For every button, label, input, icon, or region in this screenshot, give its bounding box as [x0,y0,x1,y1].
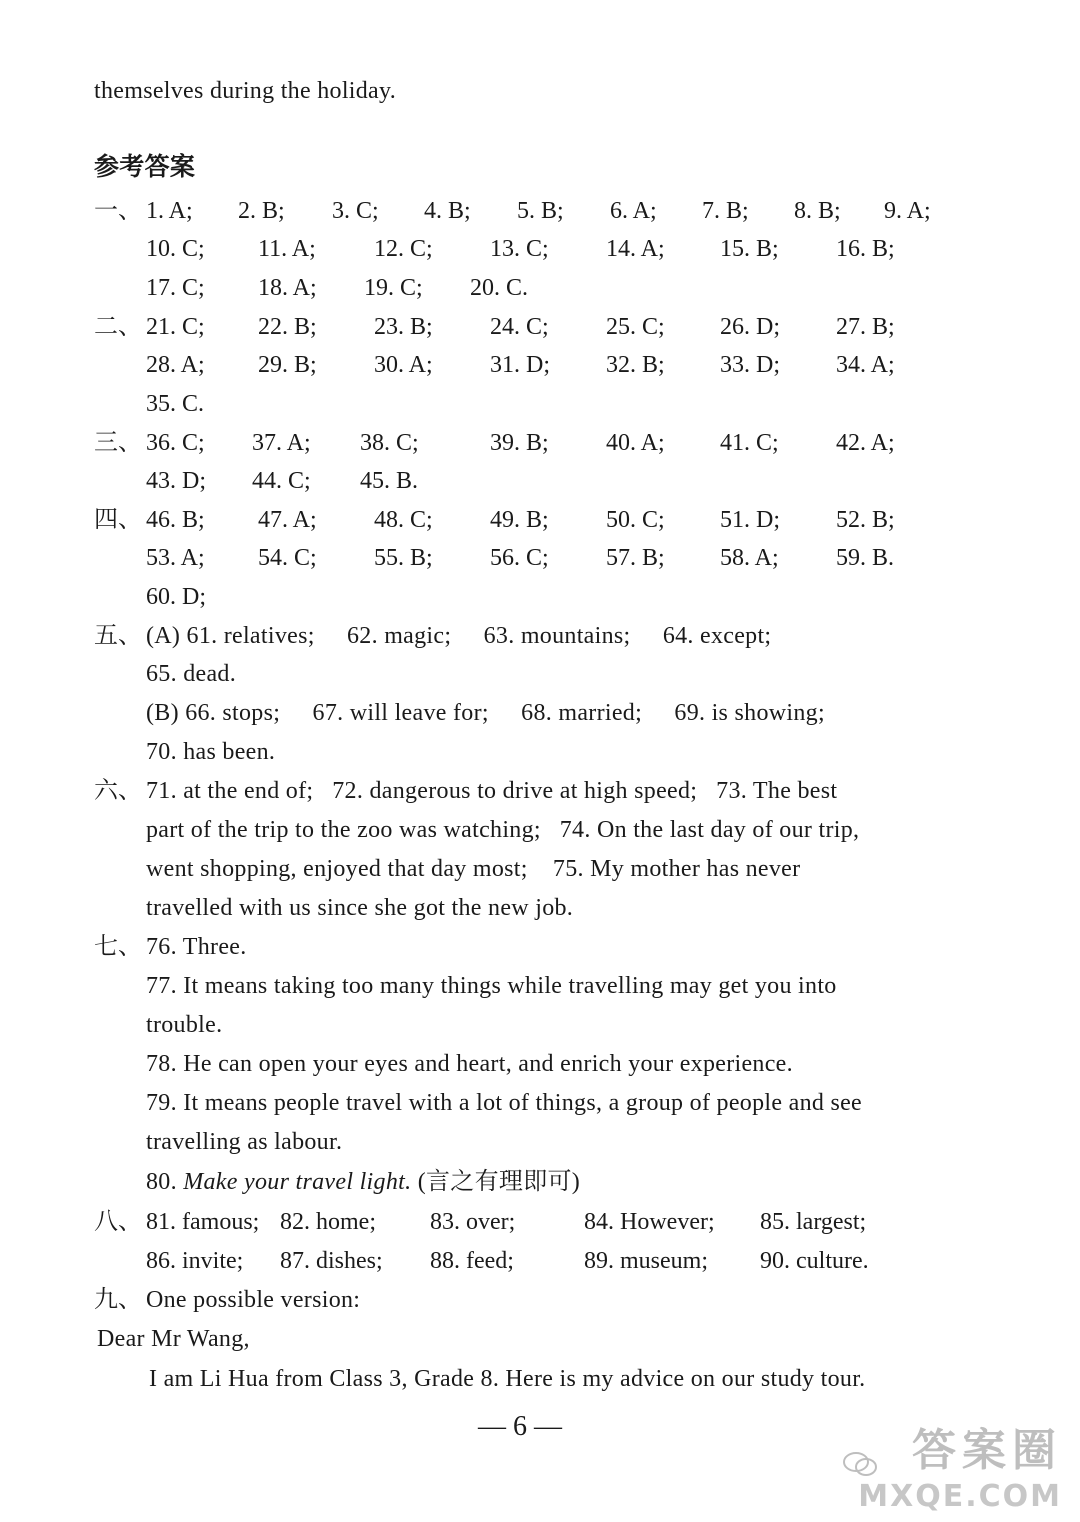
answer-66: (B) 66. stops; [146,700,281,726]
answer-cell: 12. C; [374,236,433,262]
answer-63: 63. mountains; [483,623,631,649]
answer-cell: 14. A; [606,236,665,262]
answer-cell: 81. famous; [146,1209,260,1235]
answer-cell: 52. B; [836,507,895,533]
answer-76: 76. Three. [146,934,247,960]
answer-67: 67. will leave for; [312,700,489,726]
answer-cell: 57. B; [606,545,665,571]
answer-cell: 2. B; [238,198,285,224]
answer-cell: 88. feed; [430,1248,514,1274]
answer-cell: 41. C; [720,430,779,456]
answer-64: 64. except; [662,623,772,649]
answer-80-note: (言之有理即可) [417,1169,581,1195]
answer-cell: 34. A; [836,352,895,378]
answer-cell: 36. C; [146,430,205,456]
answer-70: 70. has been. [146,739,276,765]
answer-cell: 59. B. [836,545,895,571]
answer-77: 77. It means taking too many things while travelling may get you into [146,973,837,999]
answer-79: 79. It means people travel with a lot of things, a group of people and see [146,1090,863,1116]
answer-cell: 18. A; [258,275,317,301]
answer-cell: 40. A; [606,430,665,456]
answer-cell: 53. A; [146,545,205,571]
answer-80 [146,1167,580,1197]
section-4-label: 四、 [94,507,142,533]
answer-cell: 5. B; [517,198,564,224]
answer-cell: 43. D; [146,468,206,494]
answer-cell: 28. A; [146,352,205,378]
section-6-line-4: travelled with us since she got the new job. [146,895,574,921]
answer-cell: 29. B; [258,352,317,378]
answer-cell: 56. C; [490,545,549,571]
answer-cell: 89. museum; [584,1248,708,1274]
answer-cell: 20. C. [470,275,529,301]
answer-80-number: 80. [146,1169,177,1195]
answer-cell: 42. A; [836,430,895,456]
intro-line: themselves during the holiday. [94,78,397,104]
answer-cell: 17. C; [146,275,205,301]
answer-77-cont: trouble. [146,1012,223,1038]
letter-salutation: Dear Mr Wang, [97,1326,250,1352]
answer-cell: 83. over; [430,1209,516,1235]
answer-cell: 1. A; [146,198,193,224]
answer-61: (A) 61. relatives; [146,623,315,649]
watermark-top-text: 答案圈 [912,1425,1062,1476]
section-1-label: 一、 [94,198,142,224]
answer-cell: 38. C; [360,430,419,456]
answer-cell: 24. C; [490,314,549,340]
answer-cell: 25. C; [606,314,665,340]
answer-cell: 37. A; [252,430,311,456]
section-9-intro: One possible version: [146,1287,361,1313]
answer-cell: 26. D; [720,314,780,340]
answer-cell: 27. B; [836,314,895,340]
answer-cell: 32. B; [606,352,665,378]
answer-cell: 31. D; [490,352,550,378]
answer-cell: 60. D; [146,584,206,610]
section-6-line-3: went shopping, enjoyed that day most; 75. My mother has never [146,856,801,882]
answer-cell: 13. C; [490,236,549,262]
section-6-line-1: 71. at the end of; 72. dangerous to drive at high speed; 73. The best [146,778,838,804]
answers-heading: 参考答案 [94,152,196,181]
answer-cell: 39. B; [490,430,549,456]
answer-cell: 51. D; [720,507,780,533]
answer-cell: 48. C; [374,507,433,533]
answer-cell: 49. B; [490,507,549,533]
section-9-label: 九、 [94,1287,142,1313]
answer-cell: 11. A; [258,236,316,262]
answer-cell: 47. A; [258,507,317,533]
answer-62: 62. magic; [347,623,452,649]
answer-cell: 87. dishes; [280,1248,383,1274]
answer-78: 78. He can open your eyes and heart, and enrich your experience. [146,1051,793,1077]
answer-cell: 8. B; [794,198,841,224]
answer-cell: 16. B; [836,236,895,262]
section-5-a-line-1 [146,621,771,651]
watermark [842,1414,1062,1514]
answer-68: 68. married; [521,700,643,726]
section-8-label: 八、 [94,1209,142,1235]
answer-cell: 10. C; [146,236,205,262]
answer-cell: 58. A; [720,545,779,571]
section-5-b-line-1 [146,698,825,728]
answer-65: 65. dead. [146,661,237,687]
answer-cell: 22. B; [258,314,317,340]
answer-80-text: Make your travel light. [183,1169,412,1195]
answer-cell: 7. B; [702,198,749,224]
answer-cell: 44. C; [252,468,311,494]
section-6-line-2: part of the trip to the zoo was watching; 74. On the last day of our trip, [146,817,860,843]
chat-bubble-icon [842,1450,878,1478]
answer-cell: 30. A; [374,352,433,378]
answer-cell: 82. home; [280,1209,376,1235]
letter-body: I am Li Hua from Class 3, Grade 8. Here is my advice on our study tour. [149,1366,866,1392]
answer-cell: 6. A; [610,198,657,224]
section-2-label: 二、 [94,314,142,340]
answer-cell: 33. D; [720,352,780,378]
answer-cell: 86. invite; [146,1248,244,1274]
answer-cell: 45. B. [360,468,419,494]
answer-69: 69. is showing; [674,700,825,726]
answer-cell: 85. largest; [760,1209,867,1235]
answer-cell: 55. B; [374,545,433,571]
answer-cell: 84. However; [584,1209,715,1235]
page-number: — 6 — [478,1411,562,1442]
section-6-label: 六、 [94,778,142,804]
section-5-label: 五、 [94,623,142,649]
answer-cell: 90. culture. [760,1248,869,1274]
section-3-label: 三、 [94,430,142,456]
answer-cell: 23. B; [374,314,433,340]
answer-cell: 4. B; [424,198,471,224]
section-7-label: 七、 [94,934,142,960]
answer-cell: 15. B; [720,236,779,262]
answer-cell: 46. B; [146,507,205,533]
answer-79-cont: travelling as labour. [146,1129,343,1155]
watermark-bottom-text: MXQE.COM [858,1479,1062,1514]
answer-cell: 54. C; [258,545,317,571]
answer-cell: 3. C; [332,198,379,224]
answer-cell: 21. C; [146,314,205,340]
answer-cell: 35. C. [146,391,205,417]
answer-cell: 19. C; [364,275,423,301]
answer-cell: 9. A; [884,198,931,224]
answer-cell: 50. C; [606,507,665,533]
